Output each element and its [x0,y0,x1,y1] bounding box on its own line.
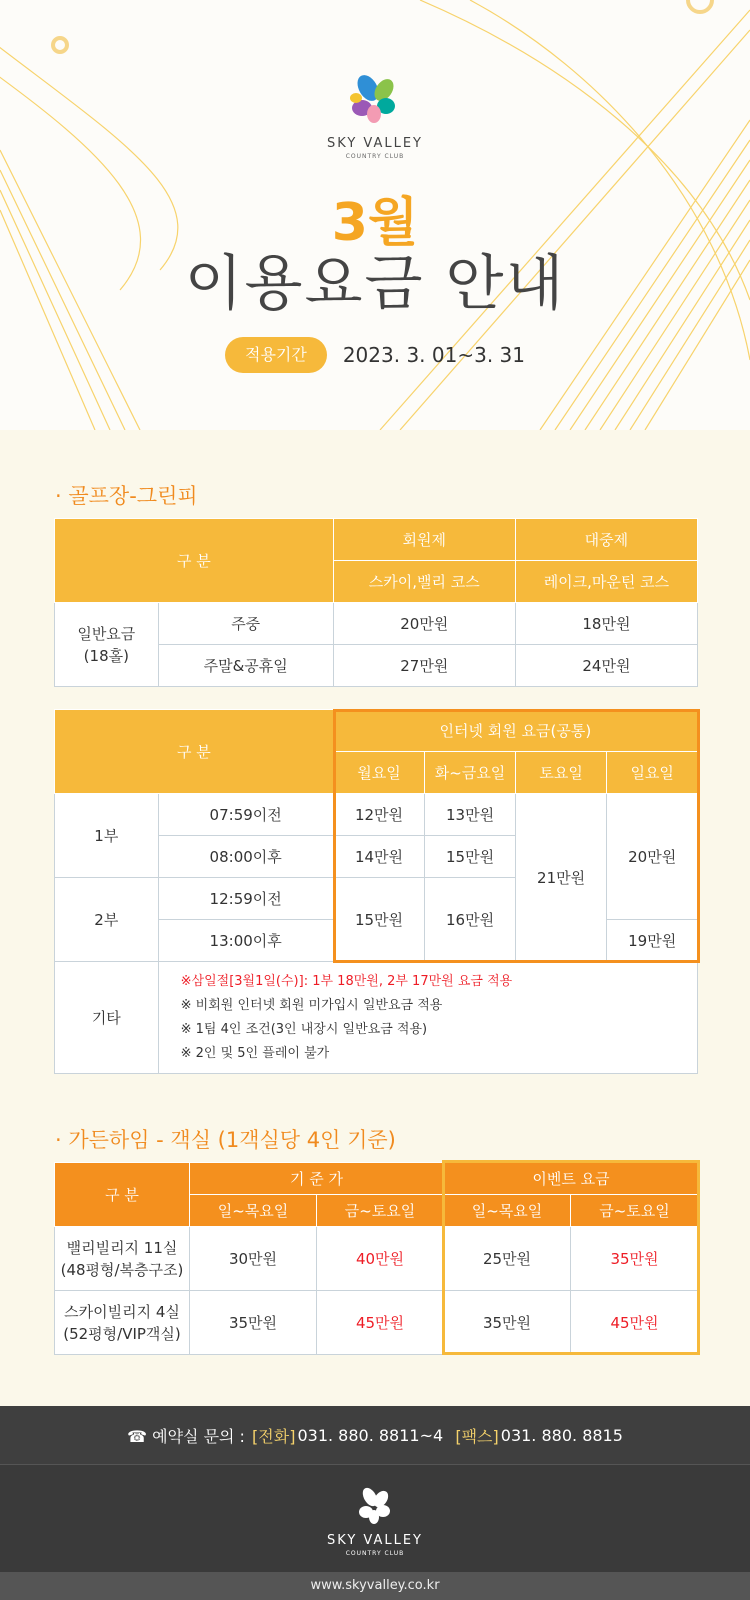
price-cell-weekend: 40만원 [317,1227,444,1291]
row-label: 주중 [158,603,333,645]
row-label: 주말&공휴일 [158,645,333,687]
internet-fee-table [54,709,698,1074]
price-cell: 15만원 [333,878,425,962]
green-fee-table [54,518,698,687]
period-row [0,337,750,373]
day-header: 일~목요일 [444,1195,571,1227]
price-cell: 18만원 [515,603,697,645]
day-header: 화~금요일 [425,752,516,794]
room-name: 밸리빌리지 11실 (48평형/복층구조) [55,1227,190,1291]
price-cell: 12만원 [333,794,425,836]
page-title: 이용요금 안내 [184,249,566,319]
price-cell-weekend: 45만원 [317,1291,444,1355]
footer-logo [0,1485,750,1557]
etc-label: 기타 [55,962,159,1074]
row-group-label: 일반요금 (18홀) [55,603,159,687]
flower-logo-icon [350,1485,400,1527]
hero-banner [0,0,750,430]
time-label: 13:00이후 [158,920,333,962]
price-cell-weekend: 45만원 [571,1291,699,1355]
table-header-member-course: 스카이,밸리 코스 [333,561,515,603]
note-holiday: ※삼일절[3월1일(수)]: 1부 18만원, 2부 17만원 요금 적용 [180,973,513,989]
tel-number[interactable]: 031. 880. 8811~4 [297,1425,444,1445]
time-label: 07:59이전 [158,794,333,836]
table-header-category: 구 분 [55,1163,190,1227]
tel-label: [전화] [252,1426,296,1446]
price-cell: 30만원 [190,1227,317,1291]
note-item: ※ 비회원 인터넷 회원 미가입시 일반요금 적용 [180,997,443,1013]
brand-name: SKY VALLEY [327,1533,423,1548]
price-cell-saturday: 21만원 [515,794,607,962]
room-fee-table [54,1162,699,1355]
table-header-category: 구 분 [55,519,334,603]
time-label: 08:00이후 [158,836,333,878]
rooms-section-title: · 가든하임 - 객실 (1객실당 4인 기준) [55,1128,396,1152]
price-cell: 13만원 [425,794,516,836]
price-cell: 16만원 [425,878,516,962]
price-cell: 35만원 [444,1291,571,1355]
price-cell-weekend: 35만원 [571,1227,699,1291]
price-cell: 35만원 [190,1291,317,1355]
brand-logo [0,70,750,160]
day-header: 토요일 [515,752,607,794]
table-header-category: 구 분 [55,710,334,794]
part-label: 1부 [55,794,159,878]
notes-cell [158,962,697,1074]
day-header: 월요일 [333,752,425,794]
price-cell: 27만원 [333,645,515,687]
day-header: 일요일 [607,752,698,794]
price-cell: 14만원 [333,836,425,878]
note-item: ※ 2인 및 5인 플레이 불가 [180,1045,330,1061]
table-header-internet: 인터넷 회원 요금(공통) [333,710,697,752]
period-badge: 적용기간 [225,337,327,373]
brand-sub: COUNTRY CLUB [345,1550,405,1557]
table-header-member: 회원제 [333,519,515,561]
note-item: ※ 1팀 4인 조건(3인 내장시 일반요금 적용) [180,1021,428,1037]
brand-name: SKY VALLEY [327,136,423,151]
period-value: 2023. 3. 01~3. 31 [342,343,525,367]
contact-label: ☎ 예약실 문의 : [127,1426,245,1446]
time-label: 12:59이전 [158,878,333,920]
price-cell: 24만원 [515,645,697,687]
table-header-base: 기 준 가 [190,1163,444,1195]
flower-logo-icon [340,70,410,130]
footer-logo-area [0,1464,750,1572]
fax-number: 031. 880. 8815 [500,1425,623,1445]
month-heading: 3월 [331,193,419,253]
contact-bar [0,1406,750,1464]
table-header-public-course: 레이크,마운틴 코스 [515,561,697,603]
price-cell-sunday: 20만원 [607,794,698,920]
fax-label: [팩스] [455,1426,499,1446]
day-header: 일~목요일 [190,1195,317,1227]
price-cell-sunday-late: 19만원 [607,920,698,962]
price-cell: 25만원 [444,1227,571,1291]
room-name: 스카이빌리지 4실 (52평형/VIP객실) [55,1291,190,1355]
golf-section-title: · 골프장-그린피 [55,484,198,508]
day-header: 금~토요일 [317,1195,444,1227]
price-cell: 15만원 [425,836,516,878]
website-link[interactable]: www.skyvalley.co.kr [0,1572,750,1600]
table-header-public: 대중제 [515,519,697,561]
part-label: 2부 [55,878,159,962]
price-cell: 20만원 [333,603,515,645]
brand-sub: COUNTRY CLUB [345,153,405,160]
day-header: 금~토요일 [571,1195,699,1227]
table-header-event: 이벤트 요금 [444,1163,699,1195]
